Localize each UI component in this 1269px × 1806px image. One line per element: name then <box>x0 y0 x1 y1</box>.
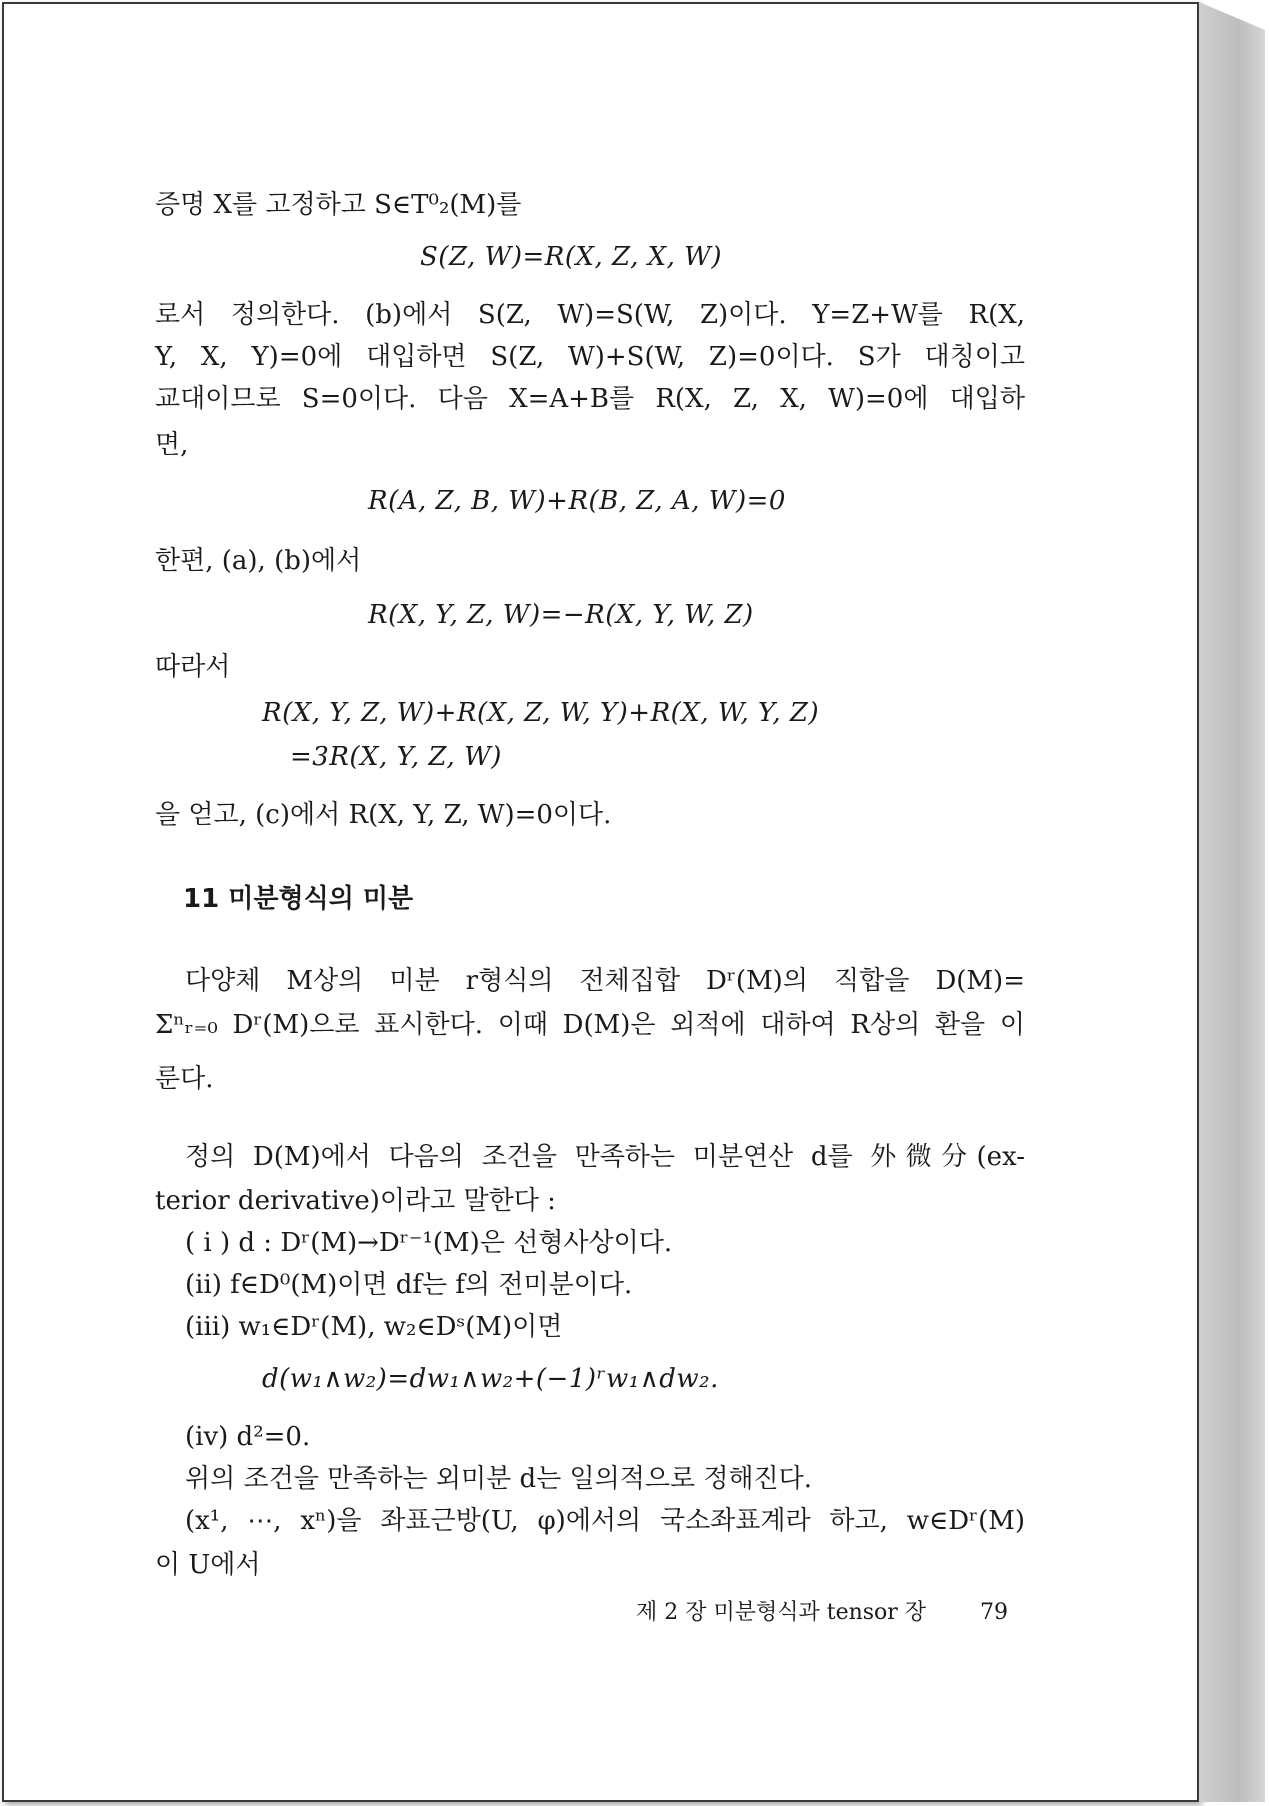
paragraph-line: 다양체 M상의 미분 r형식의 전체집합 Dʳ(M)의 직합을 D(M)= <box>185 966 1025 996</box>
paragraph-line: 을 얻고, (c)에서 R(X, Y, Z, W)=0이다. <box>155 800 612 830</box>
paragraph-line: Σⁿᵣ₌₀ Dʳ(M)으로 표시한다. 이때 D(M)은 외적에 대하여 R상의 환을 이 <box>155 1010 1025 1040</box>
proof-heading-line: 증명 X를 고정하고 S∈T⁰₂(M)를 <box>155 190 522 220</box>
page-number: 79 <box>980 1600 1008 1625</box>
definition-heading-line: 정의 D(M)에서 다음의 조건을 만족하는 미분연산 d를 外微分(ex- <box>185 1142 1025 1172</box>
condition-item: (ii) f∈D⁰(M)이면 df는 f의 전미분이다. <box>185 1270 633 1300</box>
paragraph-line: 교대이므로 S=0이다. 다음 X=A+B를 R(X, Z, X, W)=0에 대입하 <box>155 384 1025 414</box>
paragraph-line: (x¹, ⋯, xⁿ)을 좌표근방(U, φ)에서의 국소좌표계라 하고, w∈Dʳ(M) <box>185 1506 1025 1536</box>
condition-item: (iv) d²=0. <box>185 1422 311 1452</box>
paragraph-line: 위의 조건을 만족하는 외미분 d는 일의적으로 정해진다. <box>185 1464 813 1494</box>
equation-r-sum: R(A, Z, B, W)+R(B, Z, A, W)=0 <box>368 486 786 516</box>
running-footer-chapter: 제 2 장 미분형식과 tensor 장 <box>636 1600 927 1625</box>
paragraph-line: 면, <box>155 430 189 460</box>
equation-r-cyclic-sum: R(X, Y, Z, W)+R(X, Z, W, Y)+R(X, W, Y, Z) <box>262 698 820 728</box>
paragraph-line: 한편, (a), (b)에서 <box>155 546 362 576</box>
paragraph-line: 로서 정의한다. (b)에서 S(Z, W)=S(W, Z)이다. Y=Z+W를 R(X, <box>155 300 1025 330</box>
condition-item: (iii) w₁∈Dʳ(M), w₂∈Dˢ(M)이면 <box>185 1312 563 1342</box>
equation-r-antisymmetry: R(X, Y, Z, W)=−R(X, Y, W, Z) <box>368 600 754 630</box>
paragraph-line: 이 U에서 <box>155 1550 261 1580</box>
page-edge-shadow <box>1199 2 1265 1802</box>
equation-r-cyclic-result: =3R(X, Y, Z, W) <box>290 742 502 772</box>
paragraph-line: 따라서 <box>155 652 231 682</box>
paragraph-line: terior derivative)이라고 말한다 : <box>155 1186 556 1216</box>
equation-leibniz-rule: d(w₁∧w₂)=dw₁∧w₂+(−1)ʳw₁∧dw₂. <box>262 1364 719 1394</box>
section-heading: 11 미분형식의 미분 <box>183 884 414 914</box>
condition-item: ( i ) d : Dʳ(M)→Dʳ⁻¹(M)은 선형사상이다. <box>185 1228 673 1258</box>
paragraph-line: 룬다. <box>155 1064 214 1094</box>
paragraph-line: Y, X, Y)=0에 대입하면 S(Z, W)+S(W, Z)=0이다. S가 대칭이고 <box>155 342 1025 372</box>
equation-s-definition: S(Z, W)=R(X, Z, X, W) <box>420 242 723 272</box>
